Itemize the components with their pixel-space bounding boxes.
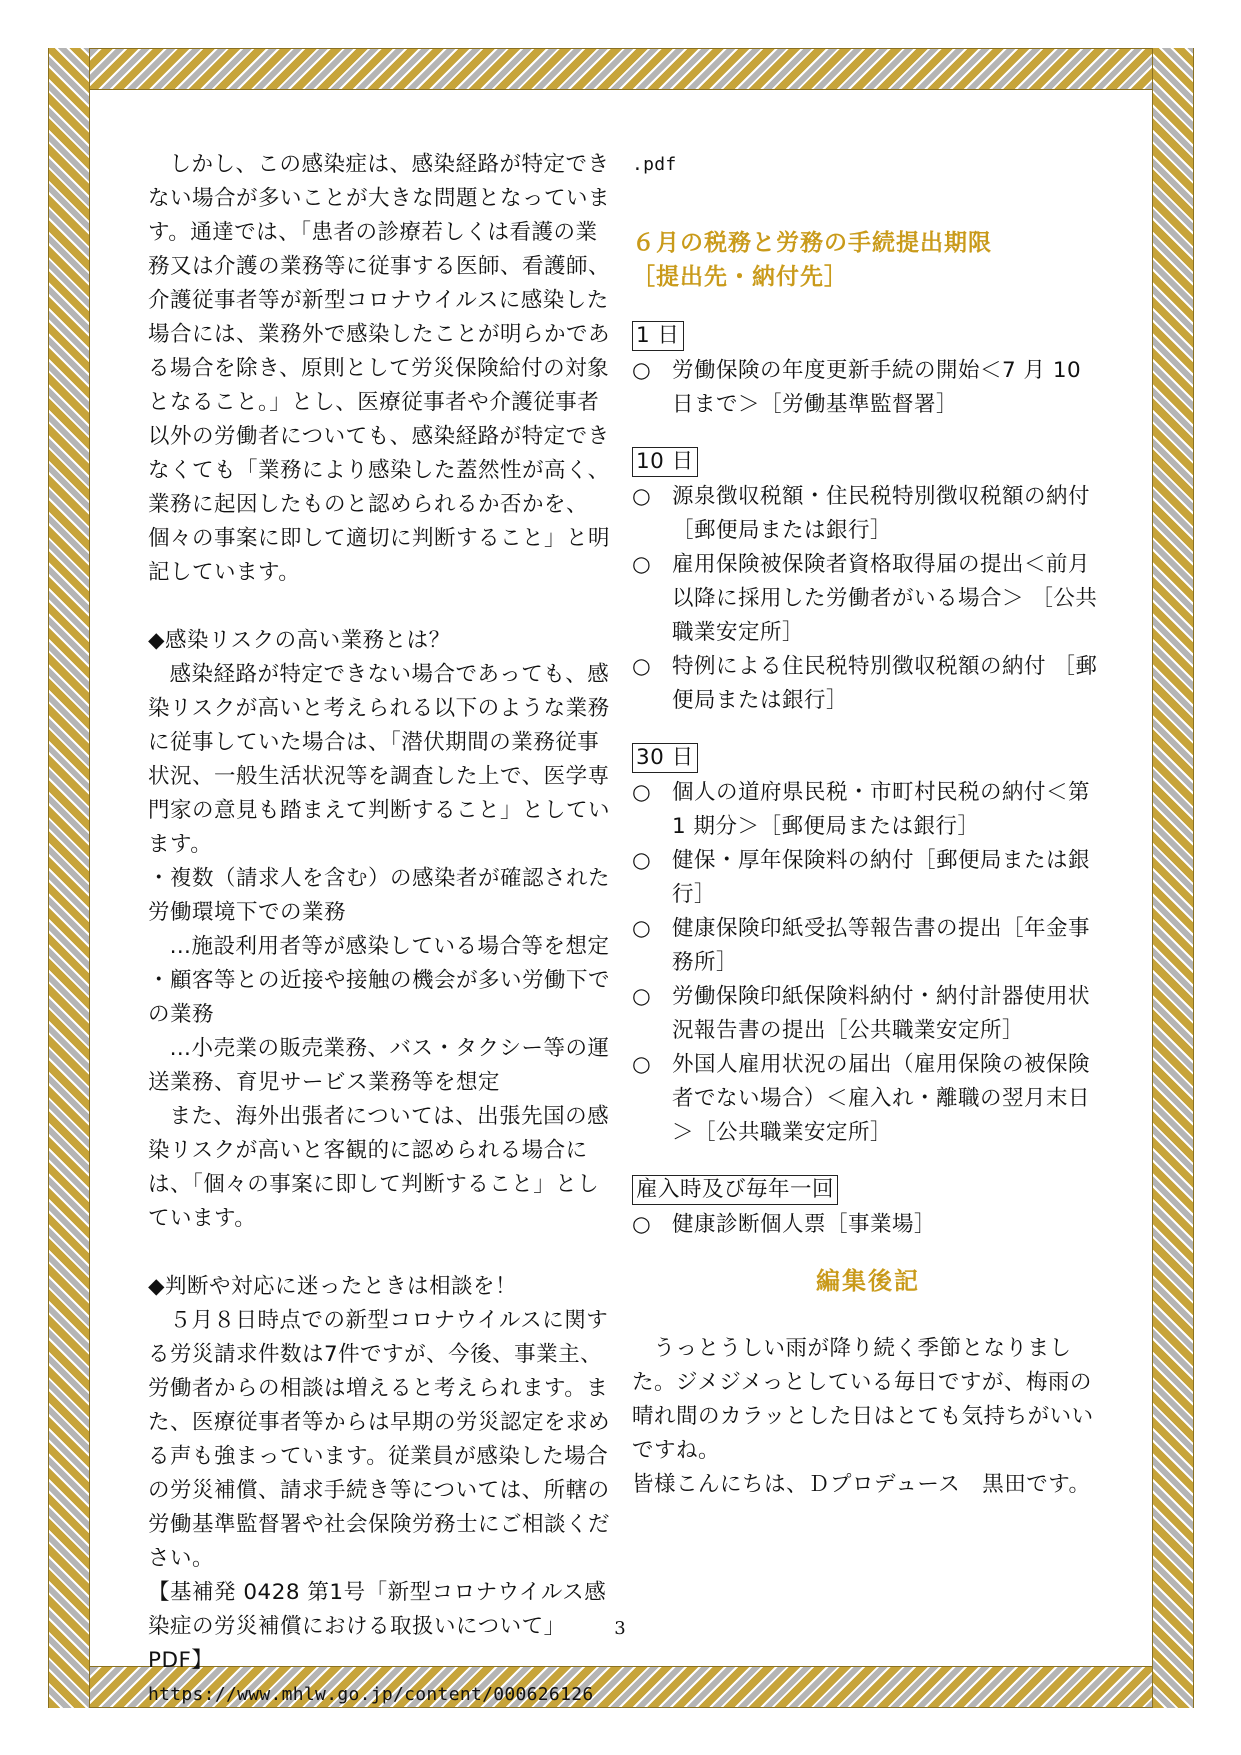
deadline-section [632,318,1104,422]
reference-citation: 【基補発 0428 第1号「新型コロナウイルス感染症の労災補償における取扱いについて」PDF】 [148,1580,607,1673]
date-label: 10 日 [632,447,698,477]
decorative-border-right [1152,48,1194,1708]
circle-icon: ○ [632,780,652,805]
circle-icon: ○ [632,1212,652,1237]
intro-paragraph: しかし、この感染症は、感染経路が特定できない場合が多いことが大きな問題となっています。通達では、「患者の診療若しくは看護の業務又は介護の業務等に従事する医師、看護師、介護従事者等が新型コロナウイルスに感染した場合には、業務外で感染したことが明らかである場合を除き、原則として労災保険給付の対象となること。」とし、医療従事者や介護従事者以外の労働者についても、感染経路が特定できなくても「業務により感染した蓋然性が高く、業務に起因したものと認められるか否かを、個々の事案に即して適切に判断すること」と明記しています。 [148,152,611,585]
editor-note-greeting: 皆様こんにちは、Ｄプロデュース 黒田です。 [632,1472,1091,1497]
circle-icon: ○ [632,654,652,679]
left-column [148,148,616,1712]
section-heading-consult: ◆判断や対応に迷ったときは相談を！ [148,1274,518,1299]
deadline-item: ○ 健康保険印紙受払等報告書の提出［年金事務所］ [632,912,1104,980]
reference-url[interactable]: https://www.mhlw.go.jp/content/000626126 [148,1684,594,1705]
decorative-border-left [48,48,90,1708]
deadline-item: ○ 源泉徴収税額・住民税特別徴収税額の納付［郵便局または銀行］ [632,480,1104,548]
section-heading-high-risk: ◆感染リスクの高い業務とは？ [148,628,451,653]
bullet-note-facility: …施設利用者等が感染している場合等を想定 [169,934,610,959]
editor-note-title: 編集後記 [816,1267,920,1295]
deadline-item: ○ 労働保険の年度更新手続の開始＜7 月 10 日まで＞［労働基準監督署］ [632,354,1104,422]
deadline-item: ○ 特例による住民税特別徴収税額の納付 ［郵便局または銀行］ [632,650,1104,718]
deadline-subtitle: ［提出先・納付先］ [632,264,848,290]
deadline-item: ○ 個人の道府県民税・市町村民税の納付＜第 1 期分＞［郵便局または銀行］ [632,776,1104,844]
deadline-item: ○ 健康診断個人票［事業場］ [632,1208,1104,1242]
deadline-item: ○ 雇用保険被保険者資格取得届の提出＜前月以降に採用した労働者がいる場合＞ ［公共職業安定所］ [632,548,1104,650]
bullet-multiple-infected: ・複数（請求人を含む）の感染者が確認された労働環境下での業務 [148,866,611,925]
circle-icon: ○ [632,552,652,577]
circle-icon: ○ [632,916,652,941]
bullet-customer-contact: ・顧客等との近接や接触の機会が多い労働下での業務 [148,968,611,1027]
bullet-note-retail: …小売業の販売業務、バス・タクシー等の運送業務、育児サービス業務等を想定 [148,1036,610,1095]
overseas-paragraph: また、海外出張者については、出張先国の感染リスクが高いと客観的に認められる場合には、「個々の事案に即して判断すること」としています。 [148,1104,610,1231]
deadline-section [632,1172,1104,1242]
date-label: 雇入時及び毎年一回 [632,1175,838,1205]
date-label: 1 日 [632,321,684,351]
high-risk-paragraph: 感染経路が特定できない場合であっても、感染リスクが高いと考えられる以下のような業務に従事していた場合は、「潜伏期間の業務従事状況、一般生活状況等を調査した上で、医学専門家の意見も踏まえて判断すること」としています。 [148,662,611,857]
editor-note-paragraph: うっとうしい雨が降り続く季節となりました。ジメジメっとしている毎日ですが、梅雨の晴れ間のカラッとした日はとても気持ちがいいですね。 [632,1336,1094,1463]
deadline-section [632,444,1104,718]
consult-paragraph: ５月８日時点での新型コロナウイルスに関する労災請求件数は7件ですが、今後、事業主、労働者からの相談は増えると考えられます。また、医療従事者等からは早期の労災認定を求める声も強まっています。従業員が感染した場合の労災補償、請求手続き等については、所轄の労働基準監督署や社会保険労務士にご相談ください。 [148,1308,611,1571]
deadline-title: ６月の税務と労務の手続提出期限 [632,230,992,256]
deadline-section [632,740,1104,1150]
circle-icon: ○ [632,484,652,509]
circle-icon: ○ [632,848,652,873]
right-column [632,148,1104,1502]
date-label: 30 日 [632,743,698,773]
decorative-border-top [48,48,1193,90]
page-number: 3 [614,1618,626,1639]
deadline-item: ○ 健保・厚年保険料の納付［郵便局または銀行］ [632,844,1104,912]
circle-icon: ○ [632,358,652,383]
circle-icon: ○ [632,984,652,1009]
deadline-item: ○ 外国人雇用状況の届出（雇用保険の被保険者でない場合）＜雇入れ・離職の翌月末日＞［公共職業安定所］ [632,1048,1104,1150]
circle-icon: ○ [632,1052,652,1077]
reference-url-tail[interactable]: .pdf [632,154,677,175]
deadline-item: ○ 労働保険印紙保険料納付・納付計器使用状況報告書の提出［公共職業安定所］ [632,980,1104,1048]
